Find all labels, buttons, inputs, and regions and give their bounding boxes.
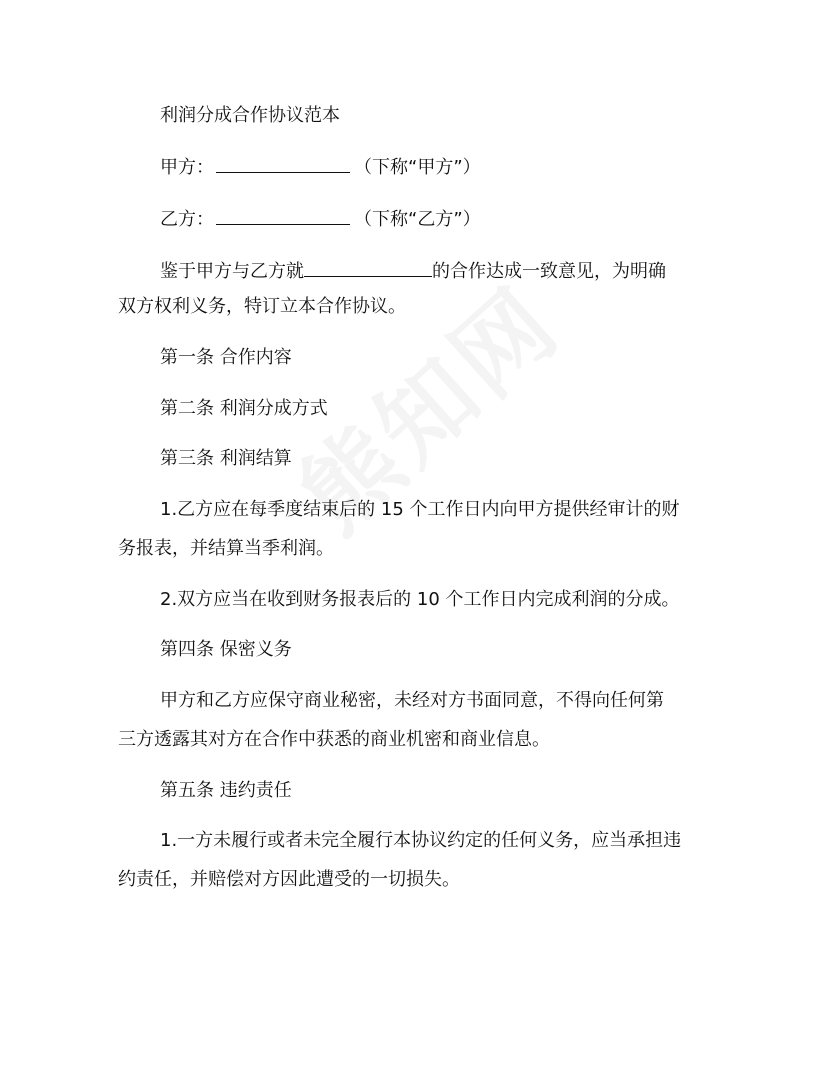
party-a-label: 甲方： (160, 157, 214, 178)
article-5-heading: 第五条 违约责任 (160, 780, 292, 801)
clause-3-1-line-1: 1.乙方应在每季度结束后的 15 个工作日内向甲方提供经审计的财 (160, 499, 680, 520)
party-b-blank (216, 206, 350, 225)
article-1-heading: 第一条 合作内容 (160, 347, 292, 368)
intro-text-1: 鉴于甲方与乙方就 (160, 261, 304, 282)
article-2-heading: 第二条 利润分成方式 (160, 398, 328, 419)
party-b-line (160, 206, 481, 232)
clause-4-line-1: 甲方和乙方应保守商业秘密，未经对方书面同意，不得向任何第 (160, 690, 664, 711)
intro-line-1 (160, 258, 666, 284)
clause-4-line-2: 三方透露其对方在合作中获悉的商业机密和商业信息。 (118, 729, 550, 750)
intro-line-2: 双方权利义务，特订立本合作协议。 (118, 296, 406, 317)
clause-5-1-line-2: 约责任，并赔偿对方因此遭受的一切损失。 (118, 869, 460, 890)
clause-5-1-line-1: 1.一方未履行或者未完全履行本协议约定的任何义务，应当承担违 (160, 830, 682, 851)
cooperation-blank (304, 258, 432, 277)
intro-text-2: 的合作达成一致意见，为明确 (432, 261, 666, 282)
party-a-blank (216, 154, 350, 173)
party-b-note: （下称“乙方”） (354, 209, 481, 230)
party-a-note: （下称“甲方”） (354, 157, 481, 178)
article-4-heading: 第四条 保密义务 (160, 639, 292, 660)
party-b-label: 乙方： (160, 209, 214, 230)
clause-3-2: 2.双方应当在收到财务报表后的 10 个工作日内完成利润的分成。 (160, 589, 680, 610)
clause-3-1-line-2: 务报表，并结算当季利润。 (118, 538, 334, 559)
party-a-line (160, 154, 481, 180)
article-3-heading: 第三条 利润结算 (160, 448, 292, 469)
document-title: 利润分成合作协议范本 (160, 105, 340, 126)
